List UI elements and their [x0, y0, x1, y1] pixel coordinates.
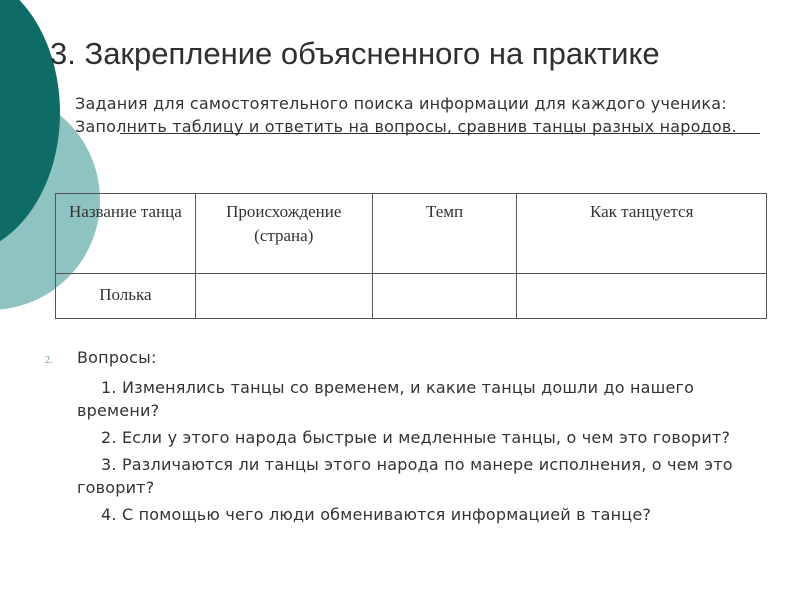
task-line-2: Заполнить таблицу и ответить на вопросы, сравнив танцы разных народов.: [75, 117, 737, 136]
cell-tempo: [372, 274, 517, 319]
question-item: 2. Если у этого народа быстрые и медленные танцы, о чем это говорит?: [101, 428, 731, 447]
list-number: 2.: [45, 355, 53, 366]
table-row: [56, 274, 767, 319]
header-origin: Происхождение (страна): [195, 194, 372, 274]
questions-header: [45, 346, 760, 372]
cell-how-danced: [517, 274, 767, 319]
table-header-row: [56, 194, 767, 274]
header-tempo: Темп: [372, 194, 517, 274]
header-how-danced: Как танцуется: [517, 194, 767, 274]
question-item: 1. Изменялись танцы со временем, и какие танцы дошли до нашего времени?: [77, 378, 695, 420]
header-dance-name: Название танца: [56, 194, 196, 274]
cell-dance-name: Полька: [56, 274, 196, 319]
task-description: [75, 92, 765, 138]
dance-comparison-table: [55, 193, 767, 319]
questions-section: [45, 346, 760, 526]
question-item: 3. Различаются ли танцы этого народа по манере исполнения, о чем это говорит?: [77, 455, 733, 497]
task-line-1: Задания для самостоятельного поиска информации для каждого ученика:: [75, 94, 727, 113]
question-item: 4. С помощью чего люди обмениваются информацией в танце?: [101, 505, 652, 524]
divider-line: [120, 133, 760, 134]
cell-origin: [195, 274, 372, 319]
slide-title: 3. Закрепление объясненного на практике: [50, 36, 660, 71]
questions-heading: Вопросы:: [77, 348, 157, 367]
